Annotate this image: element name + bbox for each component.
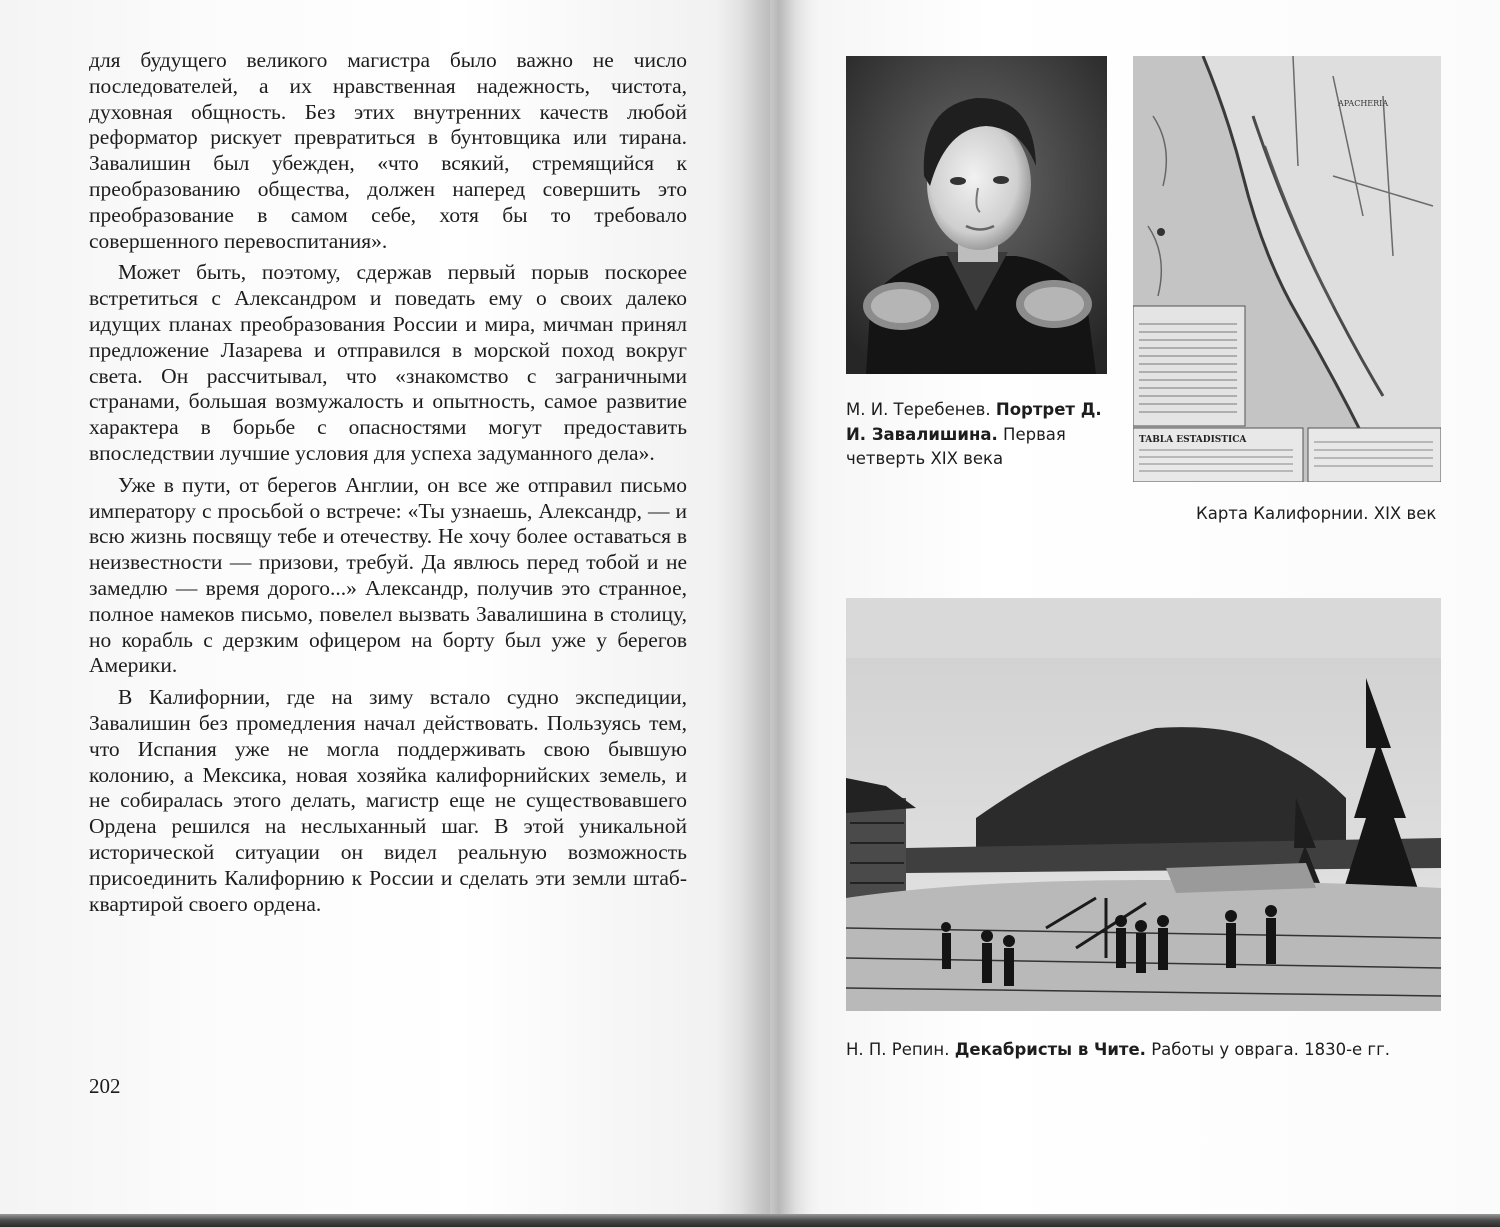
painting-caption-author: Н. П. Репин.: [846, 1040, 950, 1059]
painting-caption-rest: Работы у оврага. 1830-е гг.: [1151, 1040, 1391, 1059]
map-caption: Карта Калифорнии. XIX век: [1196, 504, 1437, 523]
painting-caption-title: Декабристы в Чите.: [954, 1040, 1146, 1059]
paragraph-1: для будущего великого магистра было важно не число последователей, а их нравственная надежность, чистота, духовная общность. Без этих внутренних качеств любой реформатор рискует превратиться в бунтовщика или тирана. Завалишин был убежден, «что всякий, стремящийся к преобразованию общества, должен наперед совершить это преобразование в самом себе, хотя бы то требовало совершенного перевоспитания».: [89, 48, 687, 253]
painting-caption: [846, 1038, 1446, 1063]
map-table-title: TABLA ESTADISTICA: [1139, 435, 1247, 445]
portrait-caption: [846, 398, 1108, 472]
map-label-apacheria: APACHERIA: [1338, 99, 1389, 108]
portrait-caption-author: М. И. Теребенев.: [846, 400, 991, 419]
portrait-image: [846, 56, 1107, 374]
portrait-caption-date: Первая четверть XIX века: [846, 424, 1066, 468]
paragraph-4: В Калифорнии, где на зиму встало судно экспедиции, Завалишин без промедления начал действовать. Пользуясь тем, что Испания уже не могла поддерживать свою бывшую колонию, а Мексика, новая хозяйка калифорнийских земель, и не собиралась этого делать, магистр еще не существовавшего Ордена решился на неслыханный шаг. В этой уникальной исторической ситуации он видел реальную возможность присоединить Калифорнию к России и сделать эти земли штаб-квартирой своего ордена.: [89, 685, 687, 916]
california-map-image: [1133, 56, 1441, 482]
painting-image: [846, 598, 1441, 1011]
portrait-caption-title: Портрет Д. И. Завалишина.: [846, 400, 1102, 444]
book-gutter: [740, 0, 810, 1215]
paragraph-2: Может быть, поэтому, сдержав первый порыв поскорее встретиться с Александром и поведать ему о своих далеко идущих планах преобразования России и мира, мичман принял предложение Лазарева и отправился в морской поход вокруг света. Он рассчитывал, что «знакомство с заграничными странами, большая возмужалость и опытность, самое развитие характера в борьбе с опасностями могут предоставить впоследствии лучшие условия для успеха задуманного дела».: [89, 260, 687, 465]
left-page-body-text: [89, 48, 687, 923]
page-number: 202: [89, 1074, 121, 1098]
paragraph-3: Уже в пути, от берегов Англии, он все же отправил письмо императору с просьбой о встрече: «Ты узнаешь, Александр, — и всю жизнь посвящу тебе и отечеству. Не хочу более оставаться в неизвестности — призови, требуй. Да явлюсь перед тобой и не замедлю — время дорого...» Александр, получив это странное, полное намеков письмо, повелел вызвать Завалишина в столицу, но корабль с дерзким офицером на борту был уже у берегов Америки.: [89, 472, 687, 678]
book-bottom-edge: [0, 1214, 1500, 1227]
